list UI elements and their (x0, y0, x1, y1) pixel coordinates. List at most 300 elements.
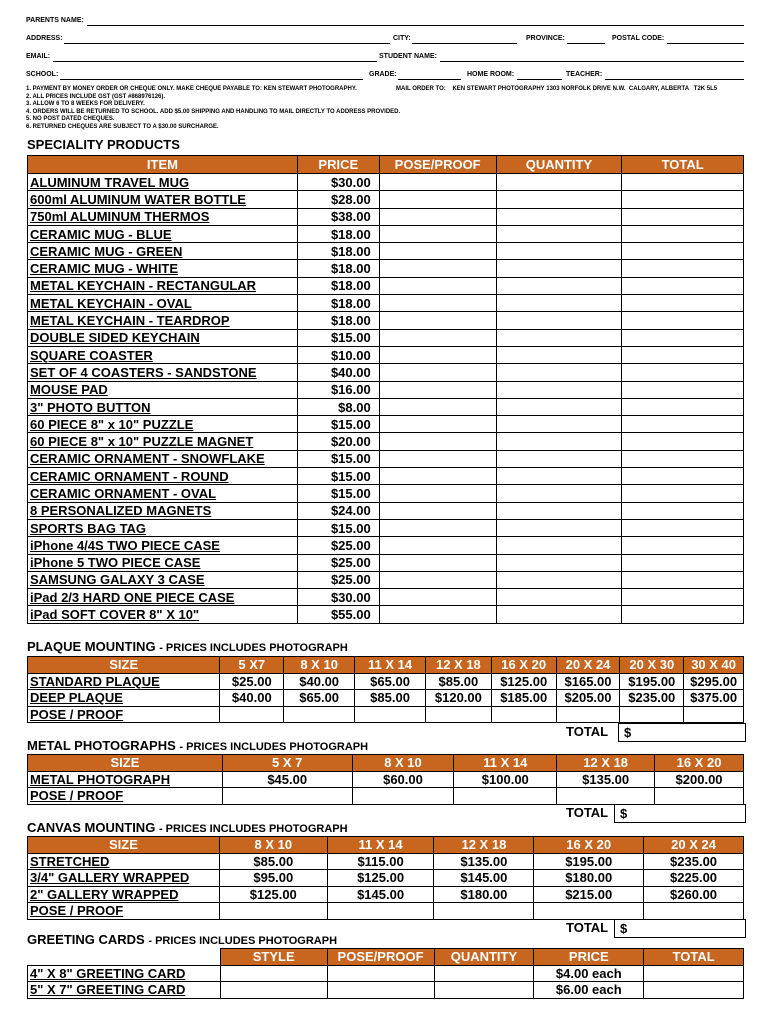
metal-row-label: METAL PHOTOGRAPH (28, 771, 223, 788)
total-cell[interactable] (622, 571, 744, 588)
product-price: $25.00 (297, 571, 379, 588)
plaque-price-cell: $205.00 (556, 690, 620, 707)
metal-input-cell[interactable] (655, 788, 744, 805)
product-name: 60 PIECE 8" x 10" PUZZLE MAGNET (28, 433, 298, 450)
plaque-subtitle: - PRICES INCLUDES PHOTOGRAPH (159, 642, 348, 654)
city-label: CITY: (393, 35, 411, 42)
metal-price-cell: $200.00 (655, 771, 744, 788)
greeting-col-header: PRICE (534, 949, 644, 966)
col-header-total: TOTAL (622, 156, 744, 174)
metal-col-header: 12 X 18 (557, 755, 655, 772)
email-field[interactable] (53, 53, 377, 62)
metal-price-cell: $135.00 (557, 771, 655, 788)
plaque-price-cell: $125.00 (491, 673, 556, 690)
total-cell[interactable] (622, 191, 744, 208)
metal-price-cell: $60.00 (352, 771, 454, 788)
col-header-pose-proof: POSE/PROOF (379, 156, 496, 174)
product-row (28, 243, 744, 260)
metal-title (27, 738, 368, 753)
school-field[interactable] (60, 71, 363, 80)
home-room-field[interactable] (517, 71, 562, 80)
total-cell[interactable] (622, 329, 744, 346)
plaque-input-cell[interactable] (425, 706, 491, 723)
greeting-col-header: QUANTITY (434, 949, 534, 966)
greeting-row-label: 5" X 7" GREETING CARD (28, 982, 221, 999)
greeting-input-cell[interactable] (327, 982, 434, 999)
plaque-price-cell: $85.00 (425, 673, 491, 690)
pose-proof-cell[interactable] (379, 381, 496, 398)
metal-col-header: SIZE (28, 755, 223, 772)
metal-table (27, 754, 744, 805)
canvas-input-cell[interactable] (219, 903, 327, 920)
product-row (28, 519, 744, 536)
pose-proof-cell[interactable] (379, 433, 496, 450)
plaque-col-header: 12 X 18 (425, 657, 491, 674)
quantity-cell[interactable] (496, 329, 622, 346)
canvas-input-cell[interactable] (434, 903, 534, 920)
metal-total-currency: $ (620, 806, 628, 821)
parents-name-field[interactable] (87, 17, 744, 26)
metal-col-header: 11 X 14 (454, 755, 557, 772)
plaque-total-field[interactable] (618, 723, 746, 742)
product-price: $18.00 (297, 312, 379, 329)
product-name: 600ml ALUMINUM WATER BOTTLE (28, 191, 298, 208)
product-name: 8 PERSONALIZED MAGNETS (28, 502, 298, 519)
product-name: ALUMINUM TRAVEL MUG (28, 174, 298, 191)
quantity-cell[interactable] (496, 468, 622, 485)
quantity-cell[interactable] (496, 381, 622, 398)
product-name: CERAMIC ORNAMENT - ROUND (28, 468, 298, 485)
total-cell[interactable] (622, 398, 744, 415)
city-field[interactable] (412, 35, 517, 44)
product-price: $18.00 (297, 277, 379, 294)
total-cell[interactable] (622, 243, 744, 260)
plaque-col-header: 8 X 10 (284, 657, 355, 674)
home-room-label: HOME ROOM: (467, 71, 515, 78)
plaque-price-cell: $295.00 (684, 673, 744, 690)
metal-input-cell[interactable] (557, 788, 655, 805)
plaque-price-cell: $120.00 (425, 690, 491, 707)
pose-proof-cell[interactable] (379, 191, 496, 208)
canvas-row-label: STRETCHED (28, 853, 220, 870)
speciality-header-row (28, 156, 744, 174)
canvas-title-text: CANVAS MOUNTING (27, 820, 156, 835)
product-price: $18.00 (297, 243, 379, 260)
product-row (28, 554, 744, 571)
product-price: $15.00 (297, 416, 379, 433)
product-price: $40.00 (297, 364, 379, 381)
greeting-table (27, 948, 744, 999)
product-row (28, 295, 744, 312)
quantity-cell[interactable] (496, 398, 622, 415)
product-row (28, 208, 744, 225)
metal-total-label: TOTAL (566, 805, 609, 820)
metal-row (28, 788, 744, 805)
quantity-cell[interactable] (496, 485, 622, 502)
plaque-input-cell[interactable] (284, 706, 355, 723)
canvas-price-cell: $85.00 (219, 853, 327, 870)
postal-code-field[interactable] (667, 35, 744, 44)
metal-input-cell[interactable] (352, 788, 454, 805)
product-name: DOUBLE SIDED KEYCHAIN (28, 329, 298, 346)
canvas-price-cell: $95.00 (219, 870, 327, 887)
total-cell[interactable] (622, 589, 744, 606)
plaque-price-cell: $375.00 (684, 690, 744, 707)
greeting-title (27, 932, 337, 947)
product-name: 3" PHOTO BUTTON (28, 398, 298, 415)
canvas-total-field[interactable] (614, 919, 746, 938)
greeting-col-header: TOTAL (644, 949, 744, 966)
quantity-cell[interactable] (496, 243, 622, 260)
plaque-price-cell: $25.00 (220, 673, 284, 690)
pose-proof-cell[interactable] (379, 243, 496, 260)
pose-proof-cell[interactable] (379, 225, 496, 242)
pose-proof-cell[interactable] (379, 485, 496, 502)
pose-proof-cell[interactable] (379, 537, 496, 554)
product-name: iPad 2/3 HARD ONE PIECE CASE (28, 589, 298, 606)
product-row (28, 381, 744, 398)
parents-name-label: PARENTS NAME: (26, 17, 84, 24)
total-cell[interactable] (622, 450, 744, 467)
canvas-price-cell: $215.00 (534, 886, 644, 903)
greeting-title-text: GREETING CARDS (27, 932, 145, 947)
pose-proof-cell[interactable] (379, 295, 496, 312)
total-cell[interactable] (622, 277, 744, 294)
canvas-col-header: 11 X 14 (327, 837, 434, 854)
province-label: PROVINCE: (526, 35, 565, 42)
pose-proof-cell[interactable] (379, 329, 496, 346)
product-price: $18.00 (297, 295, 379, 312)
greeting-row (28, 965, 744, 982)
total-cell[interactable] (622, 485, 744, 502)
product-name: CERAMIC MUG - WHITE (28, 260, 298, 277)
total-cell[interactable] (622, 260, 744, 277)
province-field[interactable] (567, 35, 605, 44)
product-row (28, 398, 744, 415)
speciality-title: SPECIALITY PRODUCTS (27, 137, 180, 152)
plaque-price-cell: $185.00 (491, 690, 556, 707)
canvas-price-cell: $235.00 (644, 853, 744, 870)
product-row (28, 312, 744, 329)
quantity-cell[interactable] (496, 208, 622, 225)
quantity-cell[interactable] (496, 346, 622, 363)
canvas-subtitle: - PRICES INCLUDES PHOTOGRAPH (158, 823, 348, 835)
plaque-price-cell: $65.00 (284, 690, 355, 707)
plaque-title-text: PLAQUE MOUNTING (27, 639, 156, 654)
product-price: $25.00 (297, 554, 379, 571)
quantity-cell[interactable] (496, 225, 622, 242)
product-row (28, 606, 744, 623)
canvas-row (28, 853, 744, 870)
student-name-field[interactable] (440, 53, 744, 62)
product-row (28, 174, 744, 191)
product-name: CERAMIC MUG - GREEN (28, 243, 298, 260)
product-row (28, 537, 744, 554)
greeting-input-cell[interactable] (220, 965, 327, 982)
pose-proof-cell[interactable] (379, 468, 496, 485)
product-price: $24.00 (297, 502, 379, 519)
product-price: $10.00 (297, 346, 379, 363)
total-cell[interactable] (622, 381, 744, 398)
canvas-table (27, 836, 744, 920)
greeting-col-header (28, 949, 221, 966)
metal-row (28, 771, 744, 788)
greeting-header-row (28, 949, 744, 966)
plaque-col-header: 16 X 20 (491, 657, 556, 674)
pose-proof-cell[interactable] (379, 312, 496, 329)
plaque-input-cell[interactable] (355, 706, 426, 723)
metal-col-header: 5 X 7 (222, 755, 352, 772)
total-cell[interactable] (622, 537, 744, 554)
pose-proof-cell[interactable] (379, 174, 496, 191)
quantity-cell[interactable] (496, 450, 622, 467)
total-cell[interactable] (622, 295, 744, 312)
address-label: ADDRESS: (26, 35, 63, 42)
product-row (28, 416, 744, 433)
canvas-row (28, 870, 744, 887)
total-cell[interactable] (622, 346, 744, 363)
metal-title-text: METAL PHOTOGRAPHS (27, 738, 176, 753)
quantity-cell[interactable] (496, 191, 622, 208)
plaque-row-label: POSE / PROOF (28, 706, 220, 723)
total-cell[interactable] (622, 433, 744, 450)
greeting-input-cell[interactable] (434, 982, 534, 999)
total-cell[interactable] (622, 416, 744, 433)
product-price: $15.00 (297, 468, 379, 485)
total-cell[interactable] (622, 468, 744, 485)
teacher-label: TEACHER: (566, 71, 603, 78)
total-cell[interactable] (622, 554, 744, 571)
pose-proof-cell[interactable] (379, 260, 496, 277)
product-row (28, 502, 744, 519)
product-price: $18.00 (297, 260, 379, 277)
canvas-price-cell: $125.00 (327, 870, 434, 887)
product-price: $18.00 (297, 225, 379, 242)
plaque-input-cell[interactable] (220, 706, 284, 723)
product-name: iPhone 5 TWO PIECE CASE (28, 554, 298, 571)
product-row (28, 191, 744, 208)
canvas-col-header: 16 X 20 (534, 837, 644, 854)
plaque-price-cell: $165.00 (556, 673, 620, 690)
canvas-total-currency: $ (620, 921, 628, 936)
grade-field[interactable] (398, 71, 461, 80)
product-price: $15.00 (297, 329, 379, 346)
metal-subtitle: - PRICES INCLUDES PHOTOGRAPH (179, 741, 369, 753)
note-item: 3. ALLOW 6 TO 8 WEEKS FOR DELIVERY. (26, 101, 145, 107)
mail-order-address: MAIL ORDER TO: KEN STEWART PHOTOGRAPHY 1303 NORFOLK DRIVE N.W. CALGARY, ALBERTA T2K 5L5 (396, 86, 718, 92)
greeting-input-cell[interactable] (644, 982, 744, 999)
total-cell[interactable] (622, 606, 744, 623)
quantity-cell[interactable] (496, 502, 622, 519)
pose-proof-cell[interactable] (379, 554, 496, 571)
pose-proof-cell[interactable] (379, 364, 496, 381)
pose-proof-cell[interactable] (379, 519, 496, 536)
pose-proof-cell[interactable] (379, 502, 496, 519)
plaque-title (27, 639, 348, 654)
total-cell[interactable] (622, 502, 744, 519)
greeting-row (28, 982, 744, 999)
greeting-price-cell: $6.00 each (534, 982, 644, 999)
product-price: $30.00 (297, 589, 379, 606)
product-price: $20.00 (297, 433, 379, 450)
metal-col-header: 8 X 10 (352, 755, 454, 772)
greeting-input-cell[interactable] (327, 965, 434, 982)
product-price: $15.00 (297, 485, 379, 502)
canvas-input-cell[interactable] (327, 903, 434, 920)
pose-proof-cell[interactable] (379, 606, 496, 623)
product-price: $8.00 (297, 398, 379, 415)
plaque-price-cell: $195.00 (620, 673, 684, 690)
canvas-row-label: 2" GALLERY WRAPPED (28, 886, 220, 903)
product-row (28, 260, 744, 277)
total-cell[interactable] (622, 174, 744, 191)
total-cell[interactable] (622, 312, 744, 329)
total-cell[interactable] (622, 225, 744, 242)
plaque-price-cell: $85.00 (355, 690, 426, 707)
pose-proof-cell[interactable] (379, 450, 496, 467)
canvas-input-cell[interactable] (534, 903, 644, 920)
product-name: METAL KEYCHAIN - TEARDROP (28, 312, 298, 329)
greeting-row-label: 4" X 8" GREETING CARD (28, 965, 221, 982)
canvas-price-cell: $260.00 (644, 886, 744, 903)
canvas-row (28, 886, 744, 903)
product-row (28, 225, 744, 242)
product-name: CERAMIC ORNAMENT - SNOWFLAKE (28, 450, 298, 467)
canvas-price-cell: $145.00 (434, 870, 534, 887)
plaque-price-cell: $65.00 (355, 673, 426, 690)
product-row (28, 346, 744, 363)
plaque-col-header: 30 X 40 (684, 657, 744, 674)
canvas-price-cell: $180.00 (434, 886, 534, 903)
quantity-cell[interactable] (496, 433, 622, 450)
quantity-cell[interactable] (496, 554, 622, 571)
metal-row-label: POSE / PROOF (28, 788, 223, 805)
product-price: $15.00 (297, 450, 379, 467)
product-name: SPORTS BAG TAG (28, 519, 298, 536)
pose-proof-cell[interactable] (379, 398, 496, 415)
product-name: SAMSUNG GALAXY 3 CASE (28, 571, 298, 588)
pose-proof-cell[interactable] (379, 208, 496, 225)
quantity-cell[interactable] (496, 364, 622, 381)
col-header-item: ITEM (28, 156, 298, 174)
plaque-input-cell[interactable] (556, 706, 620, 723)
canvas-input-cell[interactable] (644, 903, 744, 920)
speciality-table (27, 155, 744, 624)
plaque-row (28, 690, 744, 707)
note-item: 1. PAYMENT BY MONEY ORDER OR CHEQUE ONLY. MAKE CHEQUE PAYABLE TO: KEN STEWART PHOTOGRAPHY. (26, 86, 357, 92)
plaque-row (28, 706, 744, 723)
email-label: EMAIL: (26, 53, 51, 60)
canvas-row (28, 903, 744, 920)
canvas-price-cell: $225.00 (644, 870, 744, 887)
plaque-table (27, 656, 744, 723)
metal-total-field[interactable] (614, 804, 746, 823)
note-item: 6. RETURNED CHEQUES ARE SUBJECT TO A $30.00 SURCHARGE. (26, 123, 219, 130)
product-name: SQUARE COASTER (28, 346, 298, 363)
product-price: $16.00 (297, 381, 379, 398)
plaque-col-header: 20 X 24 (556, 657, 620, 674)
product-name: 60 PIECE 8" x 10" PUZZLE (28, 416, 298, 433)
metal-header-row (28, 755, 744, 772)
plaque-col-header: 11 X 14 (355, 657, 426, 674)
col-header-price: PRICE (297, 156, 379, 174)
product-price: $25.00 (297, 537, 379, 554)
plaque-col-header: 5 X7 (220, 657, 284, 674)
note-item: 5. NO POST DATED CHEQUES. (26, 116, 115, 122)
product-row (28, 589, 744, 606)
total-cell[interactable] (622, 519, 744, 536)
plaque-row-label: STANDARD PLAQUE (28, 673, 220, 690)
product-name: METAL KEYCHAIN - RECTANGULAR (28, 277, 298, 294)
greeting-col-header: POSE/PROOF (327, 949, 434, 966)
quantity-cell[interactable] (496, 519, 622, 536)
product-row (28, 485, 744, 502)
greeting-price-cell: $4.00 each (534, 965, 644, 982)
total-cell[interactable] (622, 364, 744, 381)
quantity-cell[interactable] (496, 295, 622, 312)
pose-proof-cell[interactable] (379, 346, 496, 363)
product-row (28, 433, 744, 450)
quantity-cell[interactable] (496, 589, 622, 606)
quantity-cell[interactable] (496, 277, 622, 294)
pose-proof-cell[interactable] (379, 571, 496, 588)
note-item: 2. ALL PRICES INCLUDE GST (GST #868976126). (26, 93, 166, 100)
canvas-price-cell: $125.00 (219, 886, 327, 903)
quantity-cell[interactable] (496, 416, 622, 433)
product-row (28, 571, 744, 588)
total-cell[interactable] (622, 208, 744, 225)
note-item: 4. ORDERS WILL BE RETURNED TO SCHOOL. ADD $5.00 SHIPPING AND HANDLING TO MAIL DIRECTLY TO ADDRESS PROVIDED. (26, 108, 401, 115)
canvas-col-header: 8 X 10 (219, 837, 327, 854)
product-name: iPhone 4/4S TWO PIECE CASE (28, 537, 298, 554)
product-name: iPad SOFT COVER 8" X 10" (28, 606, 298, 623)
quantity-cell[interactable] (496, 606, 622, 623)
canvas-col-header: 20 X 24 (644, 837, 744, 854)
product-price: $28.00 (297, 191, 379, 208)
pose-proof-cell[interactable] (379, 277, 496, 294)
plaque-input-cell[interactable] (491, 706, 556, 723)
plaque-total-currency: $ (624, 725, 632, 740)
canvas-title (27, 820, 348, 835)
quantity-cell[interactable] (496, 312, 622, 329)
greeting-input-cell[interactable] (220, 982, 327, 999)
pose-proof-cell[interactable] (379, 416, 496, 433)
quantity-cell[interactable] (496, 571, 622, 588)
quantity-cell[interactable] (496, 537, 622, 554)
product-row (28, 277, 744, 294)
canvas-price-cell: $115.00 (327, 853, 434, 870)
product-row (28, 329, 744, 346)
greeting-input-cell[interactable] (434, 965, 534, 982)
plaque-input-cell[interactable] (620, 706, 684, 723)
plaque-col-header: SIZE (28, 657, 220, 674)
canvas-col-header: 12 X 18 (434, 837, 534, 854)
product-row (28, 364, 744, 381)
school-label: SCHOOL: (26, 71, 59, 78)
grade-label: GRADE: (369, 71, 397, 78)
metal-input-cell[interactable] (454, 788, 557, 805)
metal-col-header: 16 X 20 (655, 755, 744, 772)
teacher-field[interactable] (605, 71, 744, 80)
greeting-input-cell[interactable] (644, 965, 744, 982)
quantity-cell[interactable] (496, 174, 622, 191)
plaque-input-cell[interactable] (684, 706, 744, 723)
pose-proof-cell[interactable] (379, 589, 496, 606)
quantity-cell[interactable] (496, 260, 622, 277)
metal-input-cell[interactable] (222, 788, 352, 805)
canvas-price-cell: $180.00 (534, 870, 644, 887)
address-field[interactable] (64, 35, 390, 44)
